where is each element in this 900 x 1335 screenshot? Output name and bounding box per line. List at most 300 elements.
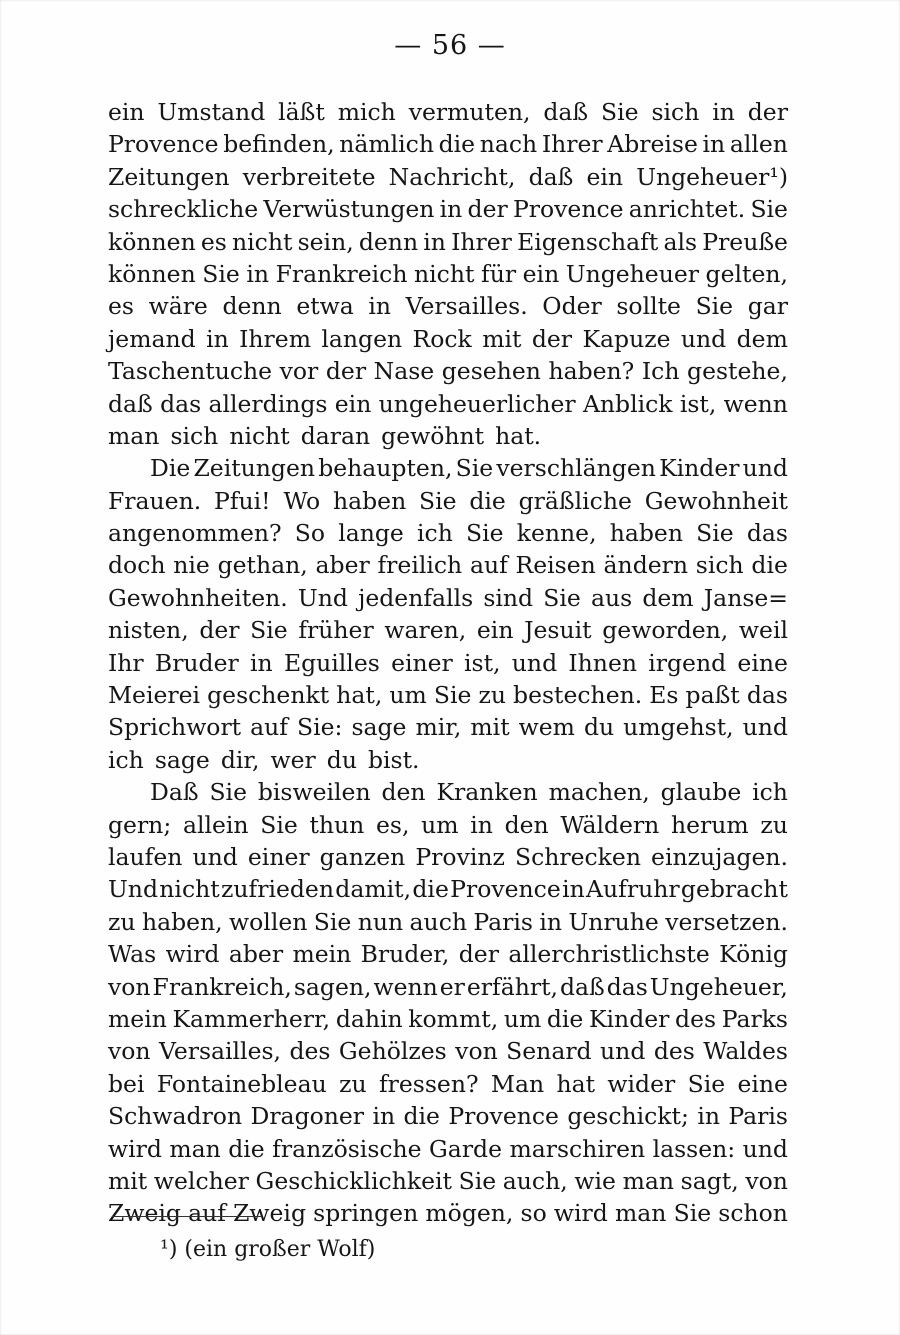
word: doch	[108, 551, 166, 580]
word: der	[467, 195, 508, 224]
word: früher	[298, 616, 374, 645]
word: auch	[409, 907, 467, 936]
word: lassen:	[652, 1134, 736, 1163]
word: ein	[522, 259, 560, 288]
text-line	[108, 355, 788, 387]
word: sage	[351, 713, 407, 742]
word: sich	[651, 98, 700, 126]
word: Sie	[673, 1199, 712, 1228]
word: Geschicklichkeit	[255, 1166, 452, 1195]
paragraph-3	[108, 776, 788, 1229]
word: der	[199, 616, 240, 645]
word: läßt	[278, 98, 325, 126]
word: jedenfalls	[358, 583, 474, 612]
text-line	[108, 1133, 788, 1165]
word: etwa	[296, 292, 354, 321]
word: die	[546, 1004, 584, 1033]
word: eine	[737, 648, 788, 677]
word: und	[600, 1037, 646, 1066]
text-line	[108, 128, 788, 160]
word: Ihnen	[568, 648, 637, 677]
text-line	[108, 420, 788, 452]
word: nicht	[229, 421, 290, 450]
word: gräßliche	[518, 486, 632, 515]
word: denn	[358, 227, 419, 256]
word: schreckliche	[108, 195, 259, 224]
word: Zweig	[233, 1199, 306, 1228]
word: Sie	[313, 907, 352, 936]
word: geschenkt	[207, 681, 330, 710]
word: thun	[309, 810, 365, 839]
word: Pfui!	[214, 486, 271, 515]
word: ein	[476, 616, 514, 645]
word: haben	[609, 519, 683, 548]
word: vermuten,	[408, 98, 531, 126]
text-line	[108, 679, 788, 711]
word: in	[562, 875, 585, 904]
word: ein	[586, 162, 624, 191]
word: Gewohnheit	[644, 486, 788, 515]
body-text	[108, 96, 788, 1230]
word: Kinder	[588, 1004, 670, 1033]
word: um	[421, 810, 459, 839]
word: Ich	[641, 357, 680, 386]
word: Ihr	[108, 648, 144, 677]
word: zu	[339, 1069, 367, 1098]
word: ändern	[603, 551, 689, 580]
text-line	[108, 161, 788, 193]
word: mit	[470, 713, 510, 742]
text-line	[108, 711, 788, 743]
word: daß	[543, 98, 589, 126]
word: um	[389, 681, 427, 710]
word: gewöhnt	[381, 421, 485, 450]
word: in	[250, 648, 273, 677]
word: Paris	[728, 1102, 788, 1131]
word: Sie	[687, 1069, 726, 1098]
word: Die	[150, 454, 191, 483]
word: einer	[391, 648, 453, 677]
text-line	[108, 744, 788, 776]
word: ist,	[679, 389, 717, 418]
word: Paris	[473, 907, 533, 936]
word: von	[455, 1037, 498, 1066]
word: geschickt;	[567, 1102, 689, 1131]
word: mir,	[415, 713, 462, 742]
word: bist.	[367, 745, 420, 774]
word: Und	[108, 875, 158, 904]
word: denn	[222, 292, 282, 321]
word: Anblick	[582, 389, 673, 418]
text-line	[108, 485, 788, 517]
word: Senard	[506, 1037, 592, 1066]
word: ist,	[464, 648, 501, 677]
word: Sie	[250, 616, 288, 645]
word: glaube	[660, 778, 742, 807]
word: französische	[272, 1134, 422, 1163]
word: dem	[736, 324, 788, 353]
word: auf	[188, 1199, 226, 1228]
word: für	[481, 259, 517, 288]
word: verschlängen	[496, 454, 656, 483]
word: mit	[108, 1166, 148, 1195]
text-line	[108, 938, 788, 970]
word: Unruhe	[568, 907, 659, 936]
text-line	[108, 809, 788, 841]
word: in	[372, 1102, 396, 1131]
word: nicht	[414, 259, 475, 288]
word: vor	[279, 357, 319, 386]
word: Schrecken	[514, 842, 641, 871]
word: ich	[417, 519, 453, 548]
text-line	[108, 776, 788, 808]
word: mein	[292, 940, 352, 969]
word: von	[108, 1037, 151, 1066]
word: Es	[649, 681, 679, 710]
word: sagt,	[680, 1166, 739, 1195]
word: es	[108, 292, 134, 321]
page-number: — 56 —	[394, 30, 506, 61]
word: von	[745, 1166, 788, 1195]
text-line	[108, 96, 788, 128]
word: König	[719, 940, 788, 969]
word: paßt	[685, 681, 740, 710]
word: des	[675, 1004, 717, 1033]
word: verbreitete	[242, 162, 376, 191]
word: auf	[469, 551, 508, 580]
word: Was	[108, 940, 157, 969]
word: herum	[671, 810, 749, 839]
word: sich	[695, 551, 744, 580]
word: Provence	[450, 875, 561, 904]
word: können	[108, 227, 196, 256]
word: eine	[737, 1069, 788, 1098]
word: man	[169, 1134, 221, 1163]
word: Zeitungen	[108, 162, 230, 191]
word: die	[438, 130, 476, 159]
word: Provence	[512, 195, 624, 224]
word: wem	[518, 713, 575, 742]
word: Sie	[419, 486, 457, 515]
text-line	[108, 549, 788, 581]
word: kenne,	[516, 519, 597, 548]
word: wenn	[373, 972, 438, 1001]
word: mein	[108, 1004, 167, 1033]
word: in	[423, 227, 446, 256]
word: die	[469, 486, 506, 515]
text-line	[108, 452, 788, 484]
word: zu	[108, 907, 136, 936]
word: dem	[642, 583, 694, 612]
word: wird	[108, 1134, 162, 1163]
word: sage	[154, 745, 210, 774]
word: in	[439, 195, 463, 224]
word: die	[412, 875, 449, 904]
word: hat.	[495, 421, 542, 450]
word: haben	[332, 486, 407, 515]
word: von	[108, 972, 151, 1001]
word: Gehölzes	[338, 1037, 447, 1066]
word: daß	[108, 389, 153, 418]
word: Kranken	[436, 778, 538, 807]
word: es	[200, 227, 227, 256]
word: und	[192, 842, 238, 871]
word: haben?	[548, 357, 635, 386]
word: Eguilles	[283, 648, 380, 677]
word: geworden,	[602, 616, 729, 645]
word: in	[368, 292, 392, 321]
word: des	[653, 1037, 695, 1066]
word: Frankreich,	[152, 972, 292, 1001]
word: daran	[300, 421, 371, 450]
word: Sie	[601, 98, 639, 126]
word: dahin	[335, 1004, 403, 1033]
word: Sie	[209, 778, 247, 807]
word: sollte	[616, 292, 681, 321]
word: als	[663, 227, 698, 256]
word: gelten,	[705, 259, 788, 288]
word: Verwüstungen	[263, 195, 435, 224]
word: ich	[108, 745, 144, 774]
word: Aufruhr	[586, 875, 680, 904]
word: nisten,	[108, 616, 189, 645]
word: mit	[482, 324, 522, 353]
word: mich	[337, 98, 396, 126]
word: Daß	[150, 778, 199, 807]
word: Frauen.	[108, 486, 202, 515]
word: anrichtet.	[628, 195, 746, 224]
word: Sie:	[296, 713, 343, 742]
word: Provence	[448, 1102, 559, 1131]
word: auch,	[502, 1166, 568, 1195]
word: Bruder	[154, 648, 239, 677]
word: bei	[108, 1069, 145, 1098]
word: haben,	[141, 907, 223, 936]
word: und	[742, 713, 788, 742]
word: allerchristlichste	[508, 940, 710, 969]
word: wird	[553, 1199, 608, 1228]
word: und	[680, 324, 727, 353]
text-line	[108, 971, 788, 1003]
word: Sie	[458, 1166, 497, 1195]
word: Janse=	[703, 583, 788, 612]
word: bisweilen	[257, 778, 371, 807]
word: das	[746, 681, 788, 710]
word: Fontainebleau	[156, 1069, 327, 1098]
word: marschiren	[509, 1134, 646, 1163]
word: Preuße	[702, 227, 788, 256]
word: in	[539, 907, 563, 936]
word: Und	[297, 583, 348, 612]
word: auf	[250, 713, 288, 742]
word: Sie	[750, 195, 788, 224]
word: du	[583, 713, 615, 742]
text-line	[108, 1035, 788, 1067]
word: Ihrer	[541, 130, 603, 159]
word: gethan,	[217, 551, 308, 580]
word: in	[712, 98, 735, 126]
word: in	[470, 810, 493, 839]
word: gar	[747, 292, 788, 321]
word: damit,	[335, 875, 412, 904]
text-line	[108, 1197, 788, 1229]
text-line	[108, 1100, 788, 1132]
word: das	[606, 972, 648, 1001]
word: um	[503, 1004, 542, 1033]
word: jemand	[108, 324, 196, 353]
word: zu	[478, 681, 506, 710]
word: schon	[718, 1199, 788, 1228]
word: die	[751, 551, 788, 580]
word: ganzen	[319, 842, 406, 871]
word: Ungeheuer	[565, 259, 699, 288]
word: Oder	[542, 292, 602, 321]
word: gesehen	[441, 357, 541, 386]
word: irgend	[648, 648, 727, 677]
word: wäre	[148, 292, 208, 321]
word: daß	[528, 162, 574, 191]
text-line	[108, 1003, 788, 1035]
word: sind	[483, 583, 534, 612]
word: Sie	[696, 519, 734, 548]
word: Taschentuche	[108, 357, 273, 386]
text-line	[108, 193, 788, 225]
word: wider	[607, 1069, 676, 1098]
word: einer	[247, 842, 310, 871]
word: die	[228, 1134, 265, 1163]
word: Garde	[429, 1134, 502, 1163]
word: so	[520, 1199, 547, 1228]
word: Sie	[260, 810, 298, 839]
word: sagen,	[293, 972, 372, 1001]
word: mögen,	[425, 1199, 514, 1228]
text-line	[108, 226, 788, 258]
word: Wäldern	[560, 810, 660, 839]
word: Schwadron	[108, 1102, 243, 1131]
word: wie	[574, 1166, 616, 1195]
word: Kinder	[659, 454, 740, 483]
word: Zweig	[108, 1199, 181, 1228]
word: und	[742, 454, 788, 483]
word: Frankreich	[275, 259, 408, 288]
word: den	[381, 778, 426, 807]
word: das	[160, 389, 202, 418]
word: wollen	[229, 907, 308, 936]
text-line	[108, 647, 788, 679]
text-line	[108, 388, 788, 420]
word: Nase	[373, 357, 435, 386]
word: Ungeheuer,	[649, 972, 788, 1001]
word: ungeheuerlicher	[378, 389, 576, 418]
word: Sprichwort	[108, 713, 242, 742]
word: man	[622, 1166, 674, 1195]
word: versetzen.	[665, 907, 788, 936]
word: und	[511, 648, 558, 677]
text-line	[108, 614, 788, 646]
word: Jesuit	[524, 616, 592, 645]
word: bestechen.	[513, 681, 643, 710]
word: befinden,	[223, 130, 335, 159]
text-line	[108, 1165, 788, 1197]
word: wenn	[723, 389, 788, 418]
word: aber	[228, 940, 284, 969]
word: Zeitungen	[193, 454, 316, 483]
word: zu	[760, 810, 788, 839]
word: springen	[313, 1199, 419, 1228]
word: der	[531, 324, 573, 353]
word: Dragoner	[250, 1102, 365, 1131]
word: du	[326, 745, 357, 774]
word: Reisen	[515, 551, 596, 580]
word: Sie	[695, 292, 734, 321]
text-line	[108, 873, 788, 905]
word: einzujagen.	[651, 842, 788, 871]
word: Meierei	[108, 681, 201, 710]
text-line	[108, 906, 788, 938]
word: lange	[338, 519, 404, 548]
word: Man	[490, 1069, 545, 1098]
word: welcher	[153, 1166, 249, 1195]
word: kommt,	[408, 1004, 499, 1033]
word: Kapuze	[582, 324, 671, 353]
word: ich	[752, 778, 788, 807]
word: waren,	[384, 616, 467, 645]
text-line	[108, 517, 788, 549]
word: nie	[173, 551, 210, 580]
word: Nachricht,	[388, 162, 516, 191]
word: gebracht	[680, 875, 788, 904]
word: allerdings	[208, 389, 328, 418]
word: nämlich	[339, 130, 434, 159]
word: Eigenschaft	[517, 227, 659, 256]
word: behaupten,	[318, 454, 453, 483]
word: den	[504, 810, 549, 839]
word: sein,	[297, 227, 354, 256]
word: allen	[729, 130, 788, 159]
word: nun	[357, 907, 404, 936]
word: des	[289, 1037, 331, 1066]
word: Ungeheuer¹)	[636, 162, 788, 191]
word: hat,	[336, 681, 383, 710]
word: Versailles.	[405, 292, 528, 321]
word: nicht	[159, 875, 220, 904]
word: Parks	[721, 1004, 788, 1033]
word: der	[747, 98, 788, 126]
footnote-divider	[112, 1216, 262, 1217]
word: umgehst,	[623, 713, 734, 742]
word: die	[403, 1102, 440, 1131]
word: können	[108, 259, 196, 288]
word: So	[294, 519, 326, 548]
word: man	[108, 421, 160, 450]
word: gern;	[108, 810, 172, 839]
word: es,	[376, 810, 410, 839]
word: Gewohnheiten.	[108, 583, 288, 612]
word: Wo	[283, 486, 321, 515]
word: zufrieden	[221, 875, 334, 904]
word: aus	[590, 583, 633, 612]
word: Versailles,	[159, 1037, 282, 1066]
word: Bruder,	[360, 940, 450, 969]
word: Umstand	[157, 98, 266, 126]
word: in	[697, 1102, 720, 1131]
word: in	[246, 259, 270, 288]
paragraph-2	[108, 452, 788, 776]
word: dir,	[220, 745, 260, 774]
text-line	[108, 290, 788, 322]
word: aber	[315, 551, 370, 580]
word: der	[458, 940, 499, 969]
